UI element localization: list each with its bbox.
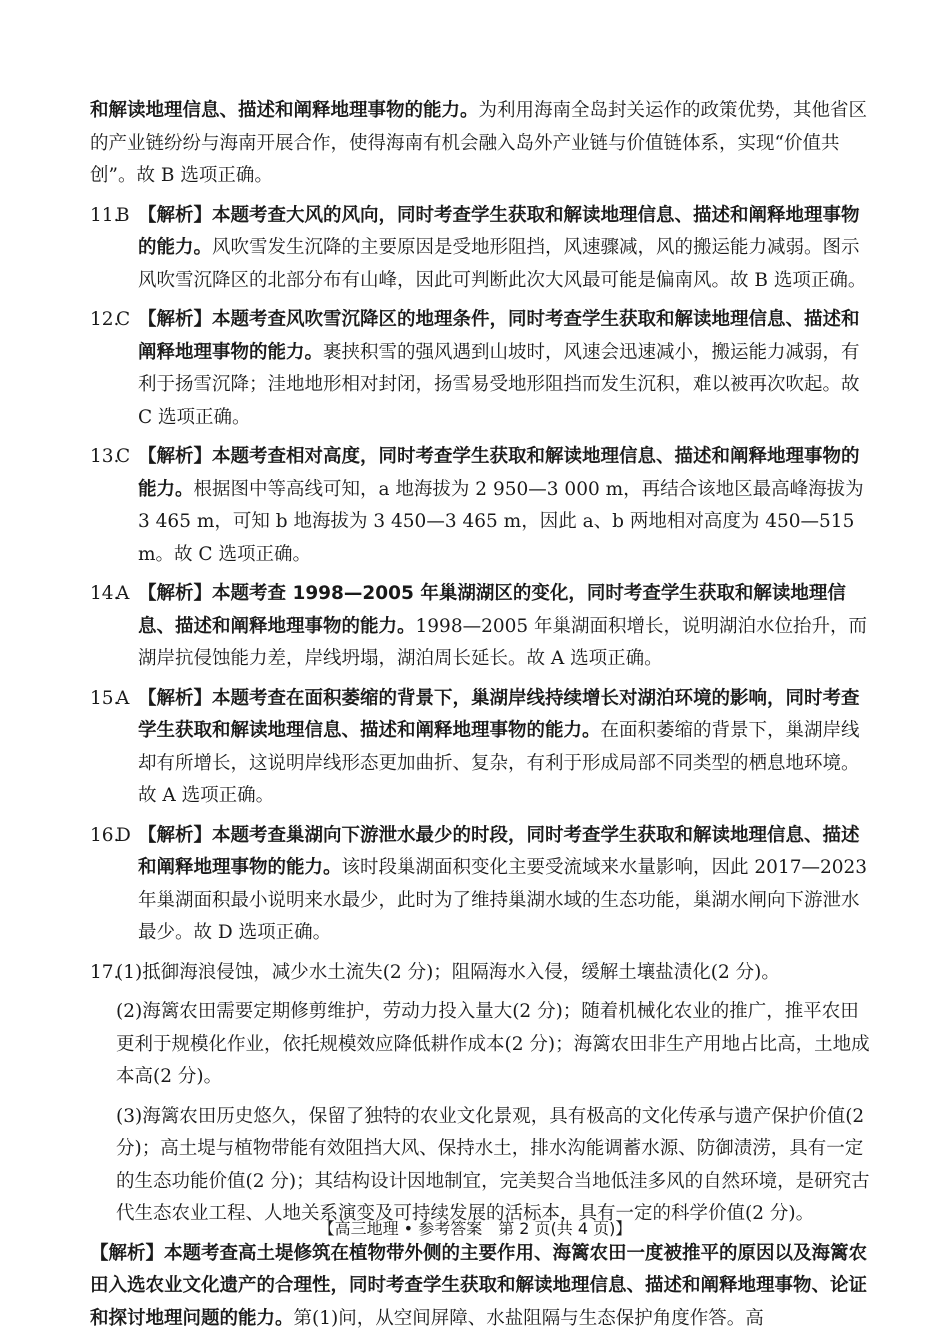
q17-analysis-bold: 【解析】本题考查高土堤修筑在植物带外侧的主要作用、海篱农田一度被推平的原因以及海篱农田入选农业文化遗产的合理性，同时考查学生获取和解读地理信息、描述和阐释地理事物、论证和探讨地理问题的能力。: [90, 1242, 868, 1329]
q17-part-3: (3)海篱农田历史悠久，保留了独特的农业文化景观，具有极高的文化传承与遗产保护价值(2 分)；高土堤与植物带能有效阻挡大风、保持水土，排水沟能调蓄水源、防御渍涝，具有一定的生态功能价值(2 分)；其结构设计因地制宜，完美契合当地低洼多风的自然环境，是研究古代生态农业工程、人地关系演变及可持续发展的活标本，具有一定的科学价值(2 分)。: [116, 1105, 870, 1224]
q17-part-1: (1)抵御海浪侵蚀，减少水土流失(2 分)；阻隔海水入侵，缓解土壤盐渍化(2 分)。: [116, 961, 780, 983]
item-analysis-bold: 【解析】本题考查风吹雪沉降区的地理条件，同时考查学生获取和解读地理信息、描述和阐释地理事物的能力。: [138, 309, 860, 363]
q17-analysis: [90, 1238, 870, 1336]
item-analysis-bold: 【解析】本题考查 1998—2005 年巢湖湖区的变化，同时考查学生获取和解读地理信息、描述和阐释地理事物的能力。: [138, 583, 846, 637]
item-body: [138, 820, 870, 950]
item-analysis-text: 风吹雪发生沉降的主要原因是受地形阻挡，风速骤减，风的搬运能力减弱。图示风吹雪沉降区的北部分布有山峰，因此可判断此次大风最可能是偏南风。故 B 选项正确。: [138, 237, 867, 291]
answer-list: [90, 200, 870, 950]
item-number: 15.: [90, 687, 120, 709]
item-analysis-text: 在面积萎缩的背景下，巢湖岸线却有所增长，这说明岸线形态更加曲折、复杂，有利于形成局部不同类型的栖息地环境。故 A 选项正确。: [138, 720, 860, 806]
item-body: [138, 578, 870, 676]
answer-item-17: [90, 957, 870, 1238]
item-analysis-text: 该时段巢湖面积变化主要受流域来水量影响，因此 2017—2023 年巢湖面积最小说明来水最少，此时为了维持巢湖水域的生态功能，巢湖水闸向下游泄水最少。故 D 选项正确。: [138, 857, 868, 943]
item-answer: A: [116, 687, 130, 709]
item-body: [138, 200, 870, 298]
answer-item: [90, 578, 870, 676]
item-number: 17.: [90, 961, 120, 983]
page-content: [90, 95, 870, 1335]
item-number: 16.: [90, 824, 120, 846]
item-analysis-bold: 【解析】本题考查相对高度，同时考查学生获取和解读地理信息、描述和阐释地理事物的能力。: [138, 446, 860, 500]
intro-bold: 和解读地理信息、描述和阐释地理事物的能力。: [90, 100, 479, 121]
page-footer: 【高三地理 • 参考答案 第 2 页(共 4 页)】: [318, 1219, 632, 1238]
item-body: [138, 441, 870, 571]
item-analysis-bold: 【解析】本题考查在面积萎缩的背景下，巢湖岸线持续增长对湖泊环境的影响，同时考查学生获取和解读地理信息、描述和阐释地理事物的能力。: [138, 687, 860, 741]
item-answer: D: [116, 824, 131, 846]
item-analysis-bold: 【解析】本题考查大风的风向，同时考查学生获取和解读地理信息、描述和阐释地理事物的能力。: [138, 204, 860, 258]
item-number: 12.: [90, 309, 120, 330]
item-number: 14.: [90, 583, 120, 604]
item-number: 11.: [90, 204, 120, 226]
item-number: 13.: [90, 446, 120, 467]
answer-item: [90, 200, 870, 298]
item-analysis-text: 根据图中等高线可知，a 地海拔为 2 950—3 000 m，再结合该地区最高峰海拔为 3 465 m，可知 b 地海拔为 3 450—3 465 m，因此 a、b 两地相对高度为 450—515 m。故 C 选项正确。: [138, 478, 864, 565]
item-analysis-bold: 【解析】本题考查巢湖向下游泄水最少的时段，同时考查学生获取和解读地理信息、描述和阐释地理事物的能力。: [138, 824, 860, 878]
answer-item: [90, 304, 870, 434]
item-answer: C: [116, 309, 131, 330]
answer-item: [90, 683, 870, 813]
answer-item: [90, 820, 870, 950]
item-body: [138, 304, 870, 434]
item-answer: B: [116, 204, 130, 226]
item-answer: C: [116, 446, 131, 467]
item-body: [116, 957, 870, 1238]
intro-paragraph: [90, 95, 870, 193]
answer-item: [90, 441, 870, 571]
q17-analysis-text: 第(1)问，从空间屏障、水盐阻隔与生态保护角度作答。高: [293, 1307, 764, 1329]
item-analysis-text: 裹挟积雪的强风遇到山坡时，风速会迅速减小，搬运能力减弱，有利于扬雪沉降；洼地地形相对封闭，扬雪易受地形阻挡而发生沉积，难以被再次吹起。故 C 选项正确。: [138, 341, 860, 428]
item-analysis-text: 1998—2005 年巢湖面积增长，说明湖泊水位抬升，而湖岸抗侵蚀能力差，岸线坍塌，湖泊周长延长。故 A 选项正确。: [138, 615, 868, 669]
item-answer: A: [116, 583, 130, 604]
item-body: [138, 683, 870, 813]
intro-text: 为利用海南全岛封关运作的政策优势，其他省区的产业链纷纷与海南开展合作，使得海南有机会融入岛外产业链与价值链体系，实现“价值共创”。故 B 选项正确。: [90, 100, 868, 186]
q17-part-2: (2)海篱农田需要定期修剪维护，劳动力投入量大(2 分)；随着机械化农业的推广，推平农田更利于规模化作业，依托规模效应降低耕作成本(2 分)；海篱农田非生产用地占比高，土地成本高(2 分)。: [116, 1001, 870, 1087]
